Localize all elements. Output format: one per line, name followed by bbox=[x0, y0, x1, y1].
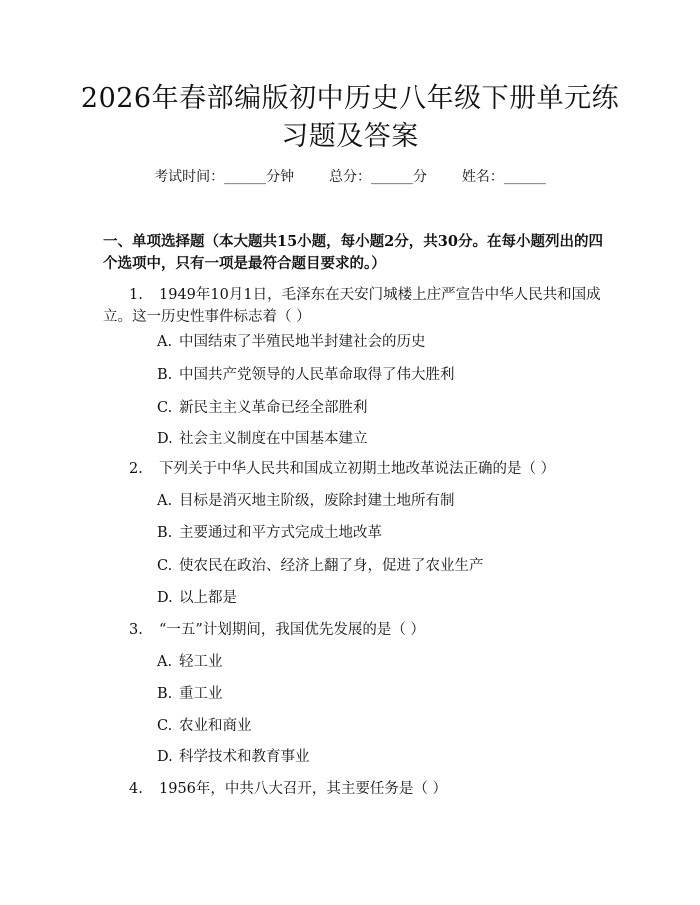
option-text: 重工业 bbox=[179, 686, 223, 702]
time-label: 考试时间： bbox=[154, 169, 225, 185]
question-3-option-a bbox=[157, 651, 597, 673]
option-key: B. bbox=[157, 686, 173, 702]
question-1-stem bbox=[103, 284, 603, 306]
option-text: 目标是消灭地主阶级，废除封建土地所有制 bbox=[179, 493, 455, 509]
question-2-stem bbox=[103, 458, 603, 480]
question-3-option-b bbox=[157, 683, 597, 705]
question-1-stem-cont: 立。这一历史性事件标志着（ ） bbox=[103, 309, 311, 325]
option-text: 以上都是 bbox=[179, 590, 237, 606]
option-key: A. bbox=[157, 334, 173, 350]
question-2-option-d bbox=[157, 587, 597, 609]
section-heading-line-1: 一、单项选择题（本大题共15小题，每小题2分，共30分。在每小题列出的四 bbox=[103, 233, 603, 250]
option-text: 主要通过和平方式完成土地改革 bbox=[179, 525, 382, 541]
option-text: 轻工业 bbox=[179, 654, 223, 670]
question-1-option-b bbox=[157, 364, 597, 386]
question-3-option-c bbox=[157, 715, 597, 737]
option-key: C. bbox=[157, 400, 173, 416]
question-stem-text: “一五”计划期间，我国优先发展的是（ ） bbox=[159, 622, 425, 638]
question-2-option-b bbox=[157, 522, 597, 544]
question-number: 3. bbox=[129, 622, 143, 638]
time-unit: 分钟 bbox=[266, 169, 295, 185]
score-unit: 分 bbox=[413, 169, 427, 185]
score-blank: ______ bbox=[371, 169, 413, 185]
question-2-option-c bbox=[157, 555, 597, 577]
question-4-stem bbox=[103, 778, 603, 800]
name-label: 姓名： bbox=[461, 169, 504, 185]
option-key: D. bbox=[157, 749, 173, 765]
option-text: 社会主义制度在中国基本建立 bbox=[179, 431, 368, 447]
option-text: 中国结束了半殖民地半封建社会的历史 bbox=[179, 334, 426, 350]
question-3-stem bbox=[103, 619, 603, 641]
option-key: A. bbox=[157, 493, 173, 509]
question-stem-text: 1956年，中共八大召开，其主要任务是（ ） bbox=[159, 781, 448, 797]
option-key: D. bbox=[157, 431, 173, 447]
question-1-option-d bbox=[157, 428, 597, 450]
exam-title bbox=[60, 80, 640, 156]
question-2-option-a bbox=[157, 490, 597, 512]
question-1-option-a bbox=[157, 331, 597, 353]
title-line-2: 习题及答案 bbox=[281, 121, 419, 152]
question-3-option-d bbox=[157, 746, 597, 768]
question-stem-text: 1949年10月1日，毛泽东在天安门城楼上庄严宣告中华人民共和国成 bbox=[159, 287, 601, 303]
question-number: 4. bbox=[129, 781, 143, 797]
option-key: A. bbox=[157, 654, 173, 670]
question-1-option-c bbox=[157, 397, 597, 419]
section-heading-line-2: 个选项中，只有一项是最符合题目要求的。） bbox=[103, 255, 386, 272]
option-text: 农业和商业 bbox=[179, 718, 252, 734]
option-text: 科学技术和教育事业 bbox=[179, 749, 310, 765]
option-key: D. bbox=[157, 590, 173, 606]
option-text: 使农民在政治、经济上翻了身，促进了农业生产 bbox=[179, 558, 484, 574]
option-text: 新民主主义革命已经全部胜利 bbox=[179, 400, 368, 416]
exam-meta-line bbox=[0, 166, 700, 188]
question-number: 1. bbox=[129, 287, 143, 303]
question-stem-text: 下列关于中华人民共和国成立初期土地改革说法正确的是（ ） bbox=[159, 461, 556, 477]
option-key: C. bbox=[157, 718, 173, 734]
score-label: 总分： bbox=[329, 169, 371, 185]
question-number: 2. bbox=[129, 461, 143, 477]
title-line-1: 2026年春部编版初中历史八年级下册单元练 bbox=[80, 83, 620, 114]
name-blank: ______ bbox=[503, 169, 546, 185]
option-key: B. bbox=[157, 367, 173, 383]
option-key: B. bbox=[157, 525, 173, 541]
time-blank: ______ bbox=[224, 169, 267, 185]
option-key: C. bbox=[157, 558, 173, 574]
section-heading bbox=[103, 231, 603, 275]
option-text: 中国共产党领导的人民革命取得了伟大胜利 bbox=[179, 367, 455, 383]
